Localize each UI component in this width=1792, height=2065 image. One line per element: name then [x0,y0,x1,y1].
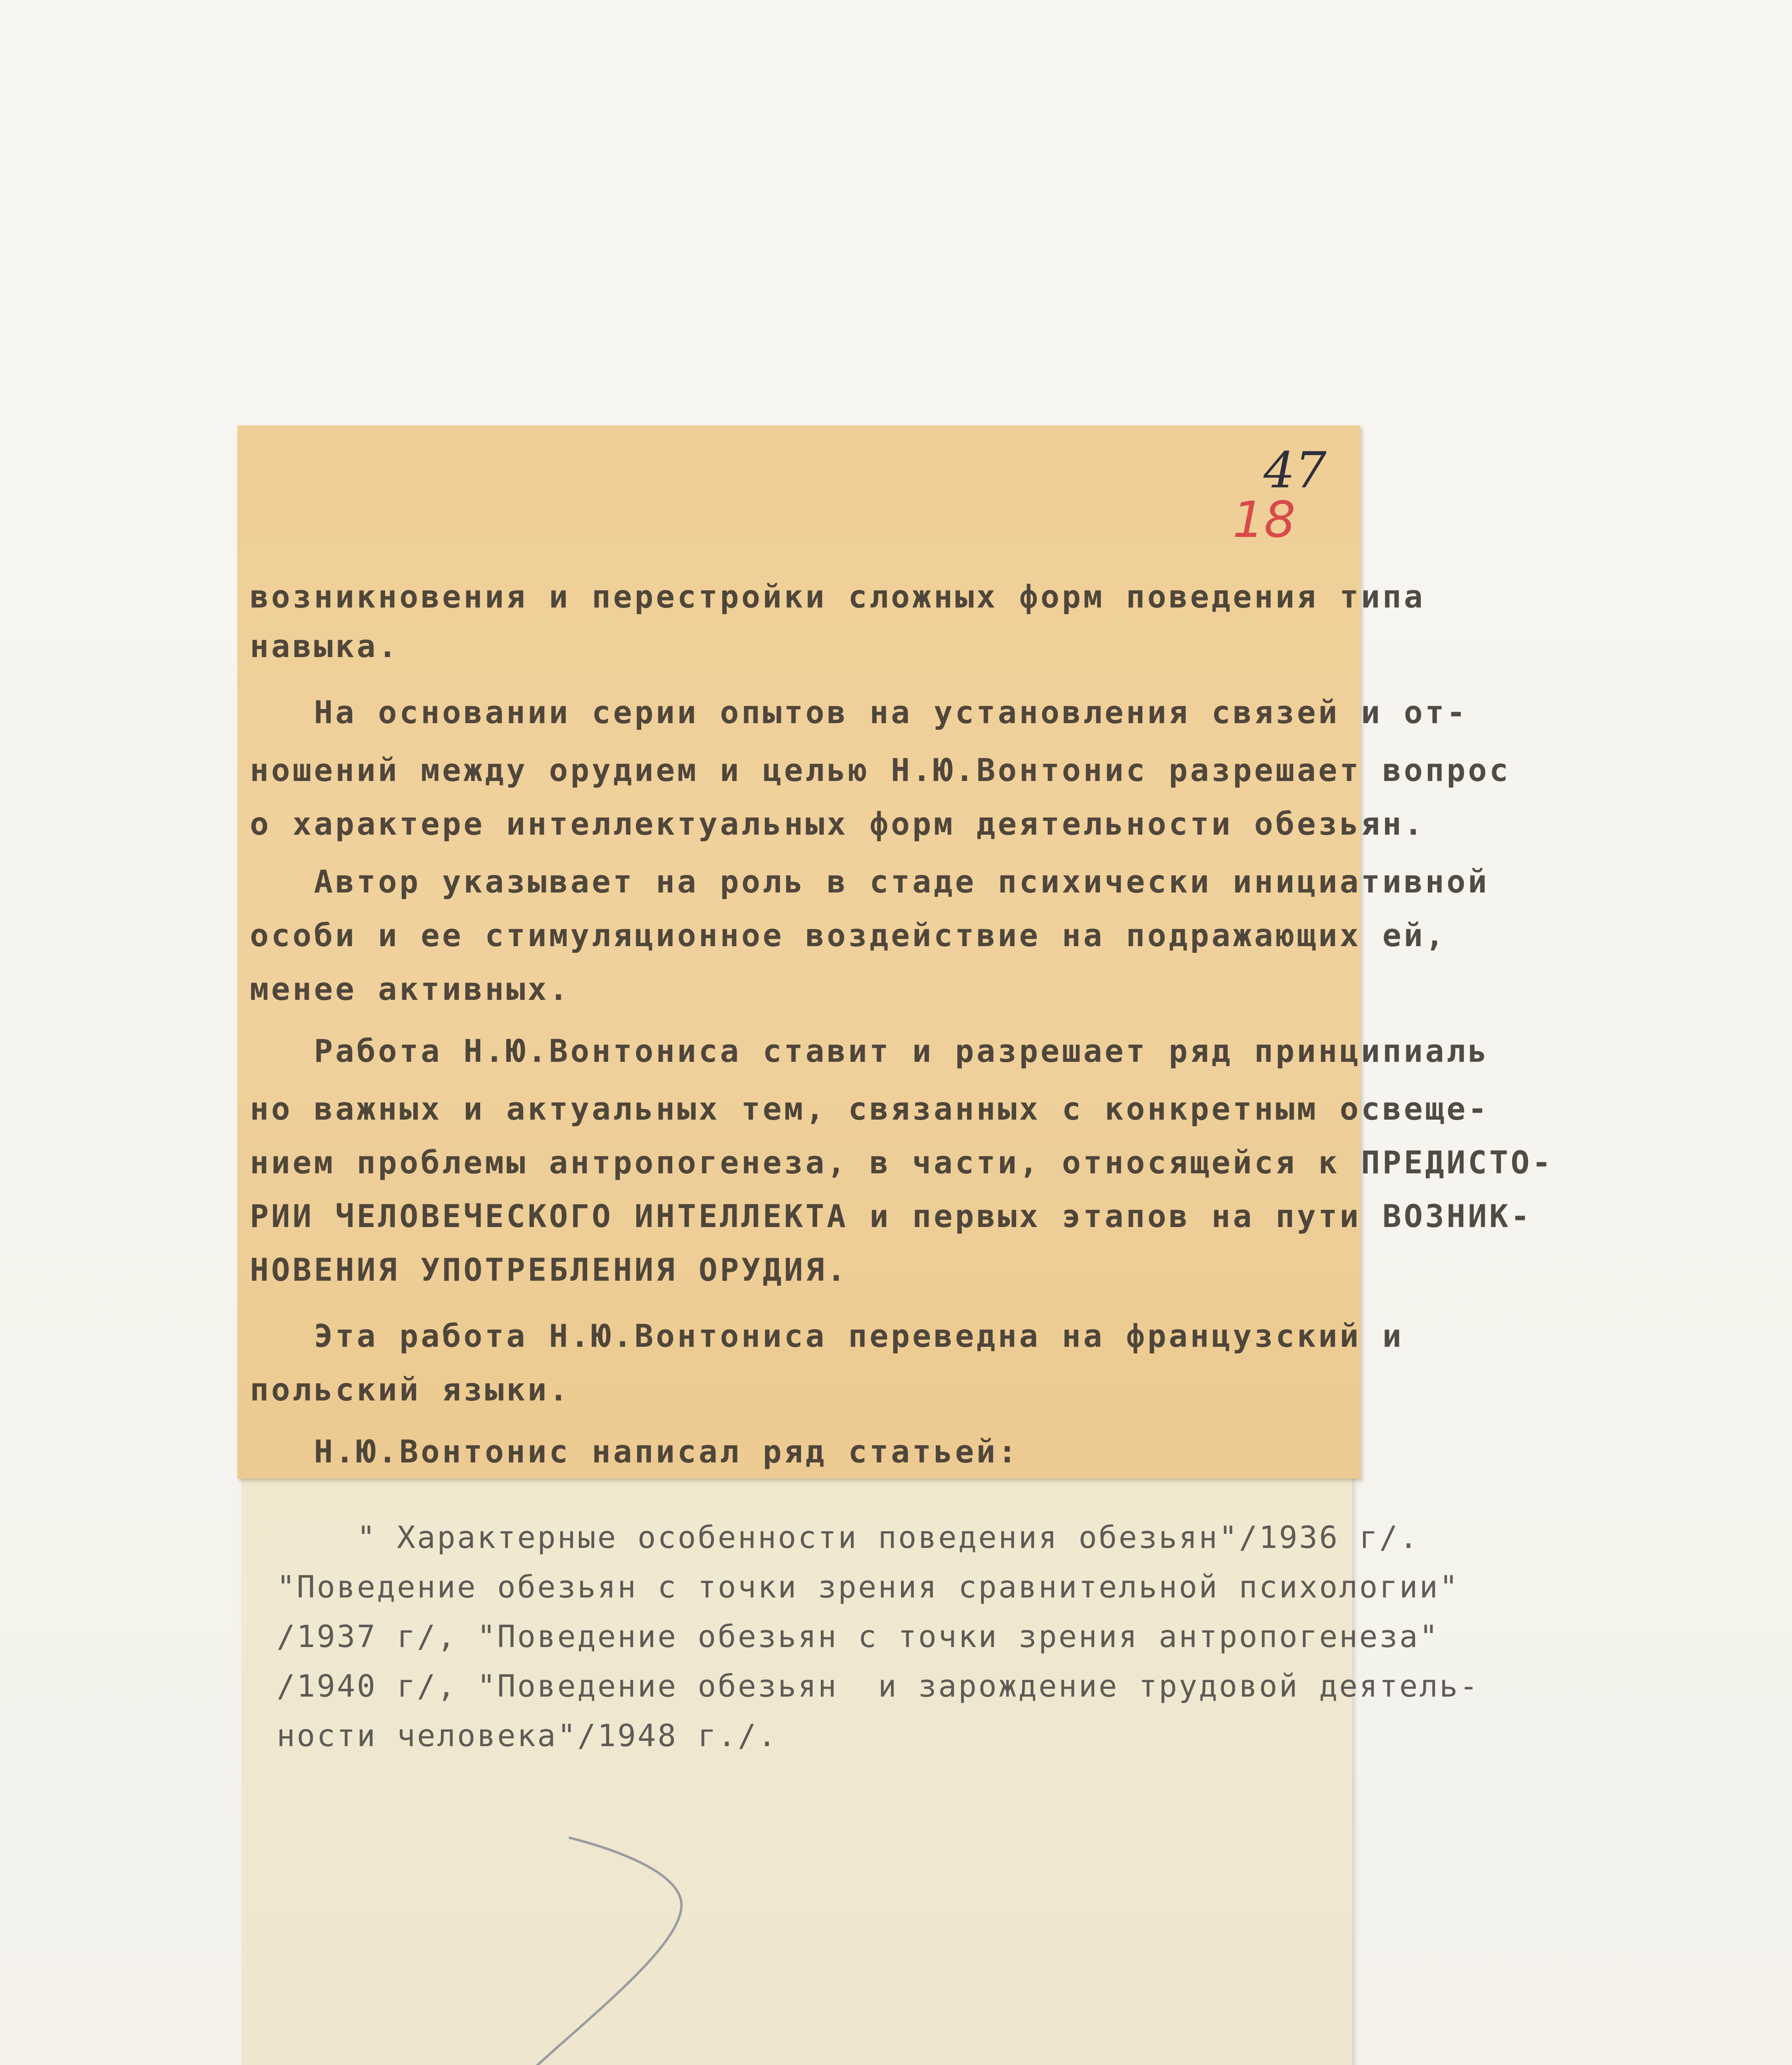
text-line: Автор указывает на роль в стаде психически инициативной [250,863,1489,900]
text-line: но важных и актуальных тем, связанных с конкретным освеще- [250,1090,1489,1127]
text-line: " Характерные особенности поведения обезьян"/1936 г/. [277,1520,1420,1555]
text-line: Н.Ю.Вонтонис написал ряд статьей: [250,1433,1019,1470]
text-line: "Поведение обезьян с точки зрения сравнительной психологии" [277,1569,1460,1605]
text-line: менее активных. [250,971,571,1007]
text-line: особи и ее стимуляционное воздействие на подражающих ей, [250,917,1447,954]
text-line: польский языки. [250,1371,571,1408]
text-line: ности человека"/1948 г./. [277,1718,778,1754]
sheet-number: 18 [1233,491,1296,549]
text-line: /1937 г/, "Поведение обезьян с точки зрения антропогенеза" [277,1619,1440,1654]
text-line: На основании серии опытов на установления связей и от- [250,694,1468,731]
text-line: РИИ ЧЕЛОВЕЧЕСКОГО ИНТЕЛЛЕКТА и первых этапов на пути ВОЗНИК- [250,1198,1532,1234]
text-line: ношений между орудием и целью Н.Ю.Вонтонис разрешает вопрос [250,752,1511,788]
pasted-typewritten-strip [237,425,1554,1479]
text-line: НОВЕНИЯ УПОТРЕБЛЕНИЯ ОРУДИЯ. [250,1251,849,1288]
text-line: навыка. [250,628,400,665]
text-line: нием проблемы антропогенеза, в части, относящейся к ПРЕДИСТО- [250,1144,1554,1181]
handwritten-z-mark [446,1825,735,2065]
typewritten-references [277,1520,1480,1809]
text-line: Эта работа Н.Ю.Вонтониса переведна на французский и [250,1317,1404,1354]
text-line: Работа Н.Ю.Вонтониса ставит и разрешает ряд принципиаль [250,1032,1489,1069]
text-line: /1940 г/, "Поведение обезьян и зарождение трудовой деятель- [277,1669,1480,1704]
text-line: о характере интеллектуальных форм деятельности обезьян. [250,805,1425,842]
archive-page-number: 47 [1263,442,1327,499]
text-line: возникновения и перестройки сложных форм поведения типа [250,578,1425,615]
